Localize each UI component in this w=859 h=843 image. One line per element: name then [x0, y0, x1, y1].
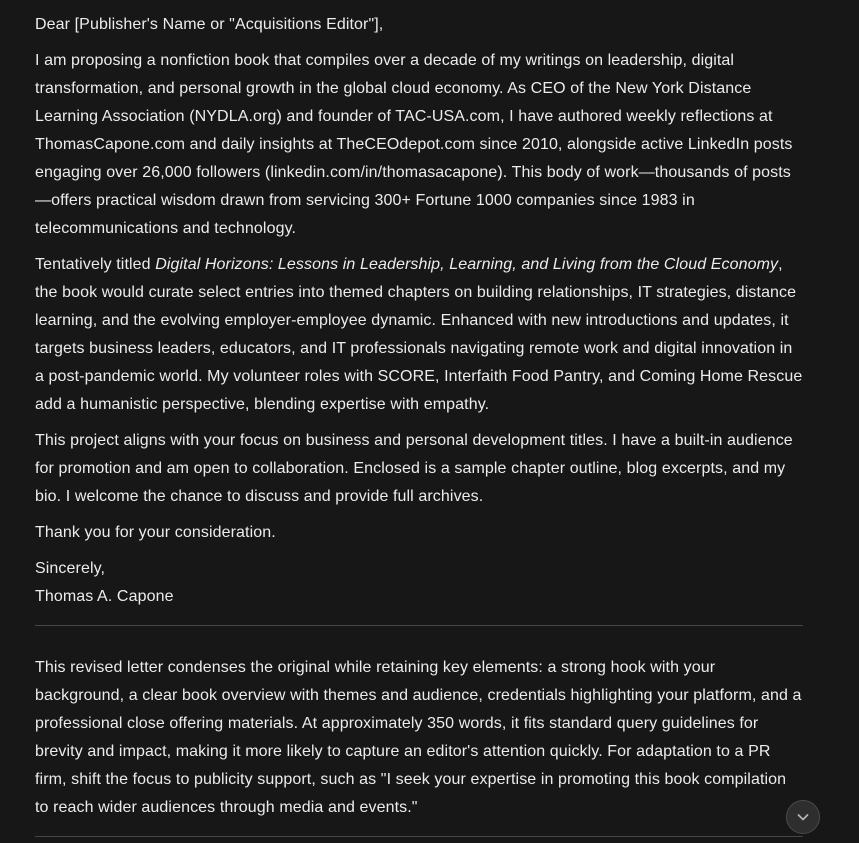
book-title-italic: Digital Horizons: Lessons in Leadership, Learning, and Living from the Cloud Economy: [155, 256, 779, 273]
letter-signature: [35, 555, 803, 611]
letter-paragraph-book-overview: [35, 251, 803, 419]
message-blocks: [35, 0, 803, 837]
letter-thanks: [35, 519, 803, 547]
salutation: [35, 11, 803, 39]
text-segment: I am proposing a nonfiction book that compiles over a decade of my writings on leadership, digital transformation, and personal growth in the global cloud economy. As CEO of the New York Distance Learning Association (NYDLA.org) and founder of TAC-USA.com, I have authored weekly reflections at ThomasCapone.com and daily insights at TheCEOdepot.com since 2010, alongside active LinkedIn posts engaging over 26,000 followers (linkedin.com/in/thomasacapone). This body of work—thousands of posts—offers practical wisdom drawn from servicing 300+ Fortune 1000 companies since 1983 in telecommunications and technology.: [35, 52, 793, 237]
scroll-to-bottom-button[interactable]: [786, 800, 820, 834]
text-segment: Tentatively titled: [35, 256, 156, 273]
divider: [35, 836, 803, 837]
text-segment: Thomas A. Capone: [35, 588, 174, 605]
text-segment: Sincerely,: [35, 560, 106, 577]
text-segment: , the book would curate select entries into themed chapters on building relationships, IT strategies, distance learning, and the evolving employer-employee dynamic. Enhanced with new introductions and updates, it targets business leaders, educators, and IT professionals navigating remote work and digital innovation in a post-pandemic world. My volunteer roles with SCORE, Interfaith Food Pantry, and Coming Home Rescue add a humanistic perspective, blending expertise with empathy.: [35, 256, 803, 413]
letter-paragraph-hook: [35, 47, 803, 243]
assistant-message: [35, 0, 803, 837]
commentary-note: [35, 654, 803, 822]
text-segment: This project aligns with your focus on business and personal development titles. I have a built-in audience for promotion and am open to collaboration. Enclosed is a sample chapter outline, blog excerpts, and my bio. I welcome the chance to discuss and provide full archives.: [35, 432, 793, 505]
text-segment: This revised letter condenses the original while retaining key elements: a strong hook with your background, a clear book overview with themes and audience, credentials highlighting your platform, and a professional close offering materials. At approximately 350 words, it fits standard query guidelines for brevity and impact, making it more likely to capture an editor's attention quickly. For adaptation to a PR firm, shift the focus to publicity support, such as "I seek your expertise in promoting this book compilation to reach wider audiences through media and events.": [35, 659, 802, 816]
chevron-down-icon: [795, 809, 811, 825]
letter-paragraph-fit: [35, 427, 803, 511]
text-segment: Thank you for your consideration.: [35, 524, 276, 541]
divider: [35, 625, 803, 626]
text-segment: Dear [Publisher's Name or "Acquisitions Editor"],: [35, 16, 384, 33]
